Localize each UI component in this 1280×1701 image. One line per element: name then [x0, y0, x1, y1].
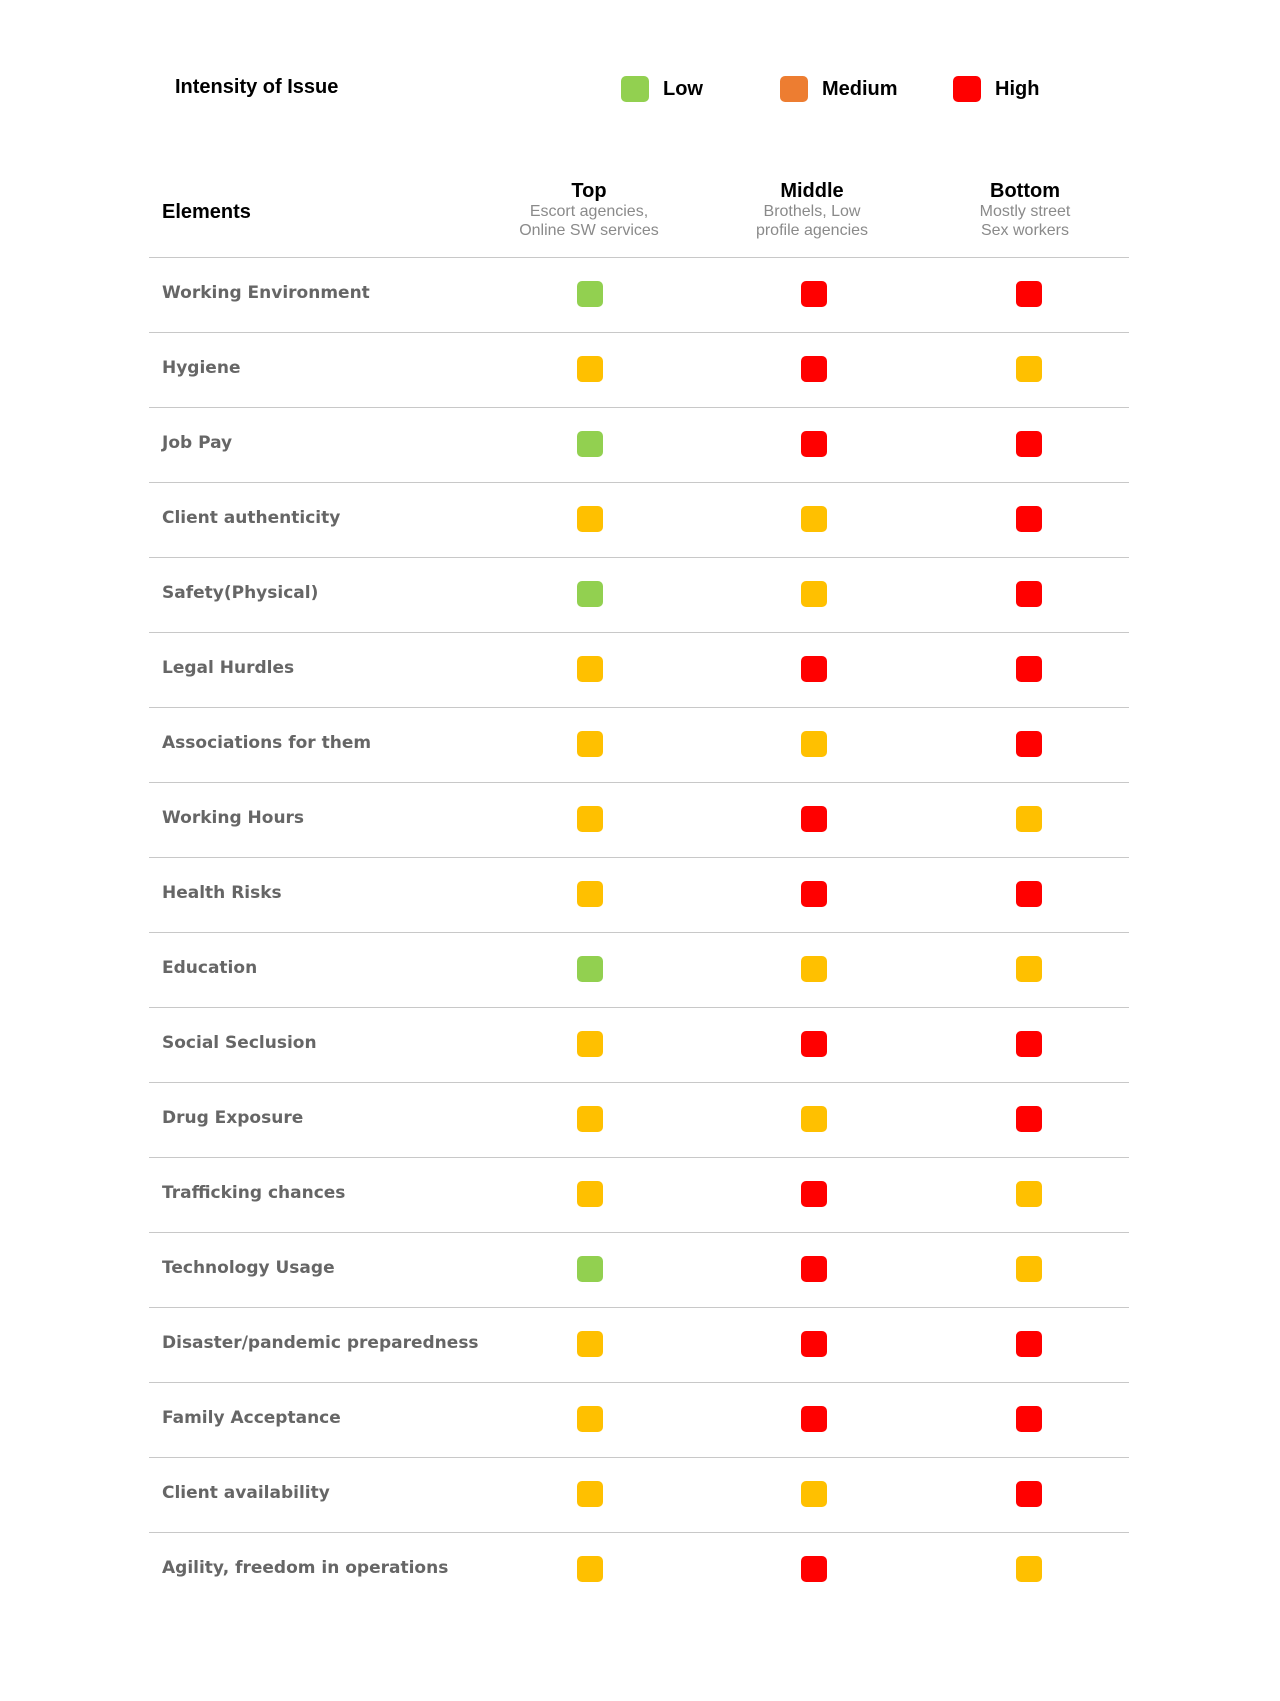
intensity-cell-top — [577, 431, 603, 457]
intensity-cell-bottom — [1016, 731, 1042, 757]
table-header-row — [149, 170, 1129, 258]
column-subtitle-middle-line1: Brothels, Low — [763, 203, 861, 220]
intensity-cell-top — [577, 656, 603, 682]
intensity-cell-bottom — [1016, 881, 1042, 907]
intensity-cell-bottom — [1016, 431, 1042, 457]
intensity-cell-top — [577, 1481, 603, 1507]
row-label: Disaster/pandemic preparedness — [162, 1333, 479, 1353]
intensity-cell-top — [577, 731, 603, 757]
table-row — [149, 633, 1129, 708]
table-row — [149, 483, 1129, 558]
table-row — [149, 1533, 1129, 1607]
intensity-cell-bottom — [1016, 356, 1042, 382]
column-header-top — [479, 180, 699, 240]
intensity-cell-middle — [801, 506, 827, 532]
legend-title: Intensity of Issue — [175, 76, 339, 98]
intensity-cell-bottom — [1016, 1106, 1042, 1132]
row-label: Family Acceptance — [162, 1408, 341, 1428]
legend-item-high — [953, 75, 1039, 103]
table-row — [149, 933, 1129, 1008]
row-label: Health Risks — [162, 883, 282, 903]
intensity-cell-top — [577, 356, 603, 382]
table-body — [149, 258, 1129, 1607]
column-subtitle-middle-line2: profile agencies — [755, 222, 869, 239]
table-row — [149, 1158, 1129, 1233]
intensity-cell-bottom — [1016, 1181, 1042, 1207]
intensity-cell-top — [577, 1331, 603, 1357]
row-label: Client authenticity — [162, 508, 341, 528]
intensity-cell-middle — [801, 806, 827, 832]
intensity-cell-bottom — [1016, 1331, 1042, 1357]
table-row — [149, 258, 1129, 333]
row-label: Technology Usage — [162, 1258, 335, 1278]
column-title-middle: Middle — [780, 180, 844, 202]
row-label: Agility, freedom in operations — [162, 1558, 449, 1578]
table-row — [149, 783, 1129, 858]
intensity-cell-top — [577, 1556, 603, 1582]
table-row — [149, 708, 1129, 783]
column-header-bottom — [915, 180, 1135, 240]
row-label: Working Environment — [162, 283, 370, 303]
column-subtitle-bottom-line2: Sex workers — [980, 222, 1070, 239]
intensity-cell-middle — [801, 581, 827, 607]
row-label: Associations for them — [162, 733, 372, 753]
row-label: Safety(Physical) — [162, 583, 319, 603]
row-label: Drug Exposure — [162, 1108, 304, 1128]
intensity-cell-middle — [801, 1181, 827, 1207]
table-row — [149, 1233, 1129, 1308]
column-subtitle-bottom-line1: Mostly street — [979, 203, 1071, 220]
intensity-cell-middle — [801, 431, 827, 457]
legend-swatch-medium — [780, 76, 808, 102]
intensity-cell-bottom — [1016, 1481, 1042, 1507]
intensity-cell-bottom — [1016, 581, 1042, 607]
intensity-table — [149, 170, 1129, 1607]
legend-swatch-low — [621, 76, 649, 102]
row-label: Legal Hurdles — [162, 658, 295, 678]
table-row — [149, 408, 1129, 483]
intensity-cell-top — [577, 806, 603, 832]
legend — [0, 0, 1280, 170]
intensity-cell-middle — [801, 1406, 827, 1432]
intensity-cell-top — [577, 1256, 603, 1282]
column-header-middle — [702, 180, 922, 240]
table-row — [149, 1008, 1129, 1083]
intensity-cell-bottom — [1016, 656, 1042, 682]
elements-header: Elements — [162, 201, 251, 223]
table-row — [149, 1383, 1129, 1458]
column-title-top: Top — [571, 180, 607, 202]
legend-item-low — [621, 75, 703, 103]
table-row — [149, 1458, 1129, 1533]
intensity-cell-middle — [801, 1556, 827, 1582]
intensity-cell-top — [577, 506, 603, 532]
intensity-cell-middle — [801, 731, 827, 757]
row-label: Education — [162, 958, 258, 978]
row-label: Working Hours — [162, 808, 305, 828]
intensity-cell-middle — [801, 956, 827, 982]
intensity-cell-bottom — [1016, 1031, 1042, 1057]
intensity-cell-top — [577, 881, 603, 907]
column-subtitle-top-line1: Escort agencies, — [529, 203, 649, 220]
intensity-cell-top — [577, 1406, 603, 1432]
intensity-cell-bottom — [1016, 281, 1042, 307]
intensity-cell-middle — [801, 1331, 827, 1357]
legend-item-medium — [780, 75, 898, 103]
legend-label-high: High — [995, 77, 1040, 100]
intensity-cell-bottom — [1016, 806, 1042, 832]
legend-swatch-high — [953, 76, 981, 102]
row-label: Job Pay — [162, 433, 233, 453]
row-label: Client availability — [162, 1483, 330, 1503]
table-row — [149, 1083, 1129, 1158]
intensity-cell-middle — [801, 356, 827, 382]
legend-label-medium: Medium — [822, 77, 898, 100]
column-title-bottom: Bottom — [990, 180, 1060, 202]
table-row — [149, 1308, 1129, 1383]
intensity-cell-bottom — [1016, 1256, 1042, 1282]
intensity-cell-bottom — [1016, 1556, 1042, 1582]
column-subtitle-top-line2: Online SW services — [519, 222, 659, 239]
intensity-cell-top — [577, 1181, 603, 1207]
intensity-cell-middle — [801, 1106, 827, 1132]
intensity-cell-middle — [801, 1481, 827, 1507]
intensity-cell-top — [577, 581, 603, 607]
intensity-cell-bottom — [1016, 1406, 1042, 1432]
table-row — [149, 558, 1129, 633]
intensity-cell-top — [577, 281, 603, 307]
intensity-cell-bottom — [1016, 506, 1042, 532]
intensity-cell-top — [577, 1106, 603, 1132]
legend-label-low: Low — [663, 77, 703, 100]
row-label: Social Seclusion — [162, 1033, 317, 1053]
intensity-cell-middle — [801, 281, 827, 307]
intensity-cell-bottom — [1016, 956, 1042, 982]
table-row — [149, 333, 1129, 408]
intensity-cell-top — [577, 956, 603, 982]
intensity-cell-middle — [801, 1256, 827, 1282]
intensity-cell-middle — [801, 656, 827, 682]
row-label: Trafficking chances — [162, 1183, 346, 1203]
intensity-cell-top — [577, 1031, 603, 1057]
row-label: Hygiene — [162, 358, 241, 378]
intensity-cell-middle — [801, 881, 827, 907]
intensity-cell-middle — [801, 1031, 827, 1057]
table-row — [149, 858, 1129, 933]
